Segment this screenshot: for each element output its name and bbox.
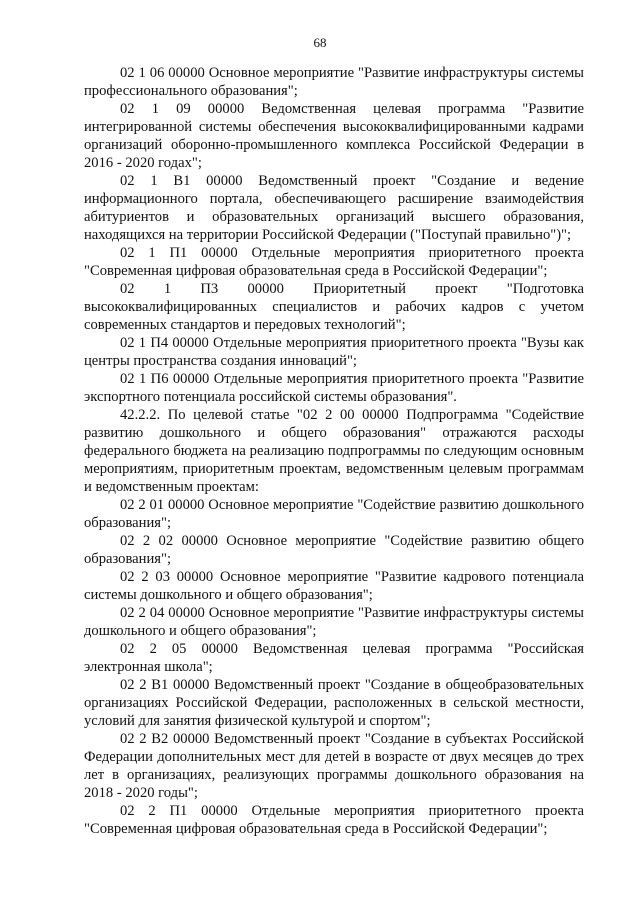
paragraph: 02 1 В1 00000 Ведомственный проект "Создание и ведение информационного портала, обеспечивающего расширение взаимодействия абитуриентов и образовательных организаций высшего образования, находящихся на территории Российской Федерации ("Поступай правильно")"; <box>84 173 584 243</box>
page-number: 68 <box>313 35 327 50</box>
document-body <box>84 64 584 838</box>
paragraph: 42.2.2. По целевой статье "02 2 00 00000 Подпрограмма "Содействие развитию дошкольного и общего образования" отражаются расходы федерального бюджета на реализацию подпрограммы по следующим основным мероприятиям, приоритетным проектам, ведомственным целевым программам и ведомственным проектам: <box>84 407 584 495</box>
paragraph: 02 1 П1 00000 Отдельные мероприятия приоритетного проекта "Современная цифровая образовательная среда в Российской Федерации"; <box>84 245 584 279</box>
paragraph: 02 2 04 00000 Основное мероприятие "Развитие инфраструктуры системы дошкольного и общего образования"; <box>84 605 584 639</box>
paragraph: 02 2 05 00000 Ведомственная целевая программа "Российская электронная школа"; <box>84 641 584 675</box>
paragraph: 02 2 П1 00000 Отдельные мероприятия приоритетного проекта "Современная цифровая образовательная среда в Российской Федерации"; <box>84 803 584 837</box>
paragraph: 02 2 03 00000 Основное мероприятие "Развитие кадрового потенциала системы дошкольного и общего образования"; <box>84 569 584 603</box>
paragraph: 02 2 В1 00000 Ведомственный проект "Создание в общеобразовательных организациях Российской Федерации, расположенных в сельской местности, условий для занятия физической культурой и спортом"; <box>84 677 584 729</box>
paragraph: 02 1 П6 00000 Отдельные мероприятия приоритетного проекта "Развитие экспортного потенциала российской системы образования". <box>84 371 584 405</box>
paragraph: 02 1 П3 00000 Приоритетный проект "Подготовка высококвалифицированных специалистов и рабочих кадров с учетом современных стандартов и передовых технологий"; <box>84 281 584 333</box>
paragraph: 02 2 В2 00000 Ведомственный проект "Создание в субъектах Российской Федерации дополнительных мест для детей в возрасте от двух месяцев до трех лет в организациях, реализующих программы дошкольного образования на 2018 - 2020 годы"; <box>84 731 584 801</box>
paragraph: 02 2 01 00000 Основное мероприятие "Содействие развитию дошкольного образования"; <box>84 497 584 531</box>
paragraph: 02 1 П4 00000 Отдельные мероприятия приоритетного проекта "Вузы как центры пространства создания инноваций"; <box>84 335 584 369</box>
paragraph: 02 2 02 00000 Основное мероприятие "Содействие развитию общего образования"; <box>84 533 584 567</box>
paragraph: 02 1 09 00000 Ведомственная целевая программа "Развитие интегрированной системы обеспечения высококвалифицированными кадрами организаций оборонно-промышленного комплекса Российской Федерации в 2016 - 2020 годах"; <box>84 101 584 171</box>
paragraph: 02 1 06 00000 Основное мероприятие "Развитие инфраструктуры системы профессионального образования"; <box>84 65 584 99</box>
